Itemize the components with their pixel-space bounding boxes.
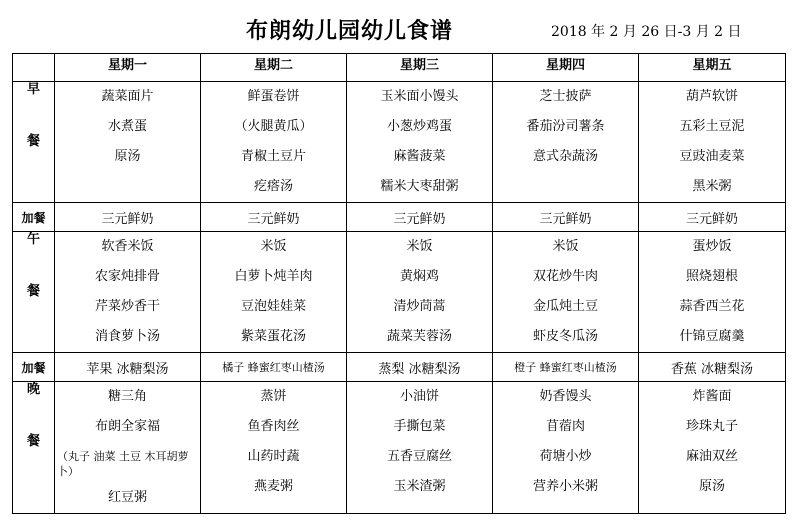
breakfast-wednesday: [347, 82, 493, 203]
dinner-friday: [639, 382, 786, 514]
lunch-wednesday: [347, 232, 493, 353]
menu-item: 糯米大枣甜粥: [380, 179, 459, 194]
menu-item: 原汤: [698, 479, 725, 494]
page-title: 布朗幼儿园幼儿食谱: [246, 18, 454, 44]
day-header-tuesday: 星期二: [201, 54, 347, 82]
menu-item: 米饭: [260, 239, 287, 254]
menu-item: 布朗全家福: [94, 419, 160, 434]
lunch-tuesday: [201, 232, 347, 353]
menu-item: 芹菜炒香干: [94, 299, 160, 314]
lunch-row: [13, 232, 786, 353]
menu-item: （火腿黄瓜）: [234, 119, 313, 134]
menu-item: 原汤: [114, 149, 141, 164]
lunch-thursday: [493, 232, 639, 353]
menu-item: 豆泡娃娃菜: [240, 299, 306, 314]
snack-thursday: 橙子 蜂蜜红枣山楂汤: [493, 353, 639, 382]
menu-item: 红豆粥: [107, 490, 147, 505]
menu-item: 芝士披萨: [539, 89, 592, 104]
breakfast-label: 早 餐: [13, 82, 55, 203]
corner-cell: [13, 54, 55, 82]
menu-item: 小油饼: [399, 389, 439, 404]
menu-item: 豆豉油麦菜: [679, 149, 745, 164]
breakfast-friday: [639, 82, 786, 203]
menu-item: 水煮蛋: [107, 119, 147, 134]
lunch-friday: [639, 232, 786, 353]
menu-item: 消食萝卜汤: [94, 329, 160, 344]
lunch-label: 午 餐: [13, 232, 55, 353]
dinner-label: 晚 餐: [13, 382, 55, 514]
menu-item: 玉米渣粥: [393, 479, 446, 494]
snack-label: 加餐: [13, 203, 55, 232]
snack-monday: 苹果 冰糖梨汤: [55, 353, 201, 382]
snack-monday: 三元鲜奶: [55, 203, 201, 232]
menu-item: 鲜蛋卷饼: [247, 89, 300, 104]
menu-item: 软香米饭: [101, 239, 154, 254]
menu-item: 照烧翅根: [685, 269, 738, 284]
menu-item: 白萝卜炖羊肉: [234, 269, 313, 284]
menu-item: 蔬菜面片: [101, 89, 154, 104]
menu-item: 米饭: [406, 239, 433, 254]
menu-item: 青椒土豆片: [240, 149, 306, 164]
snack-wednesday: 蒸梨 冰糖梨汤: [347, 353, 493, 382]
menu-table: [12, 53, 786, 514]
menu-item: 蔬菜芙蓉汤: [386, 329, 452, 344]
menu-item: 金瓜炖土豆: [532, 299, 598, 314]
menu-item: 黄焖鸡: [399, 269, 439, 284]
menu-item: 珍珠丸子: [685, 419, 738, 434]
menu-item: 葫芦软饼: [685, 89, 738, 104]
day-header-monday: 星期一: [55, 54, 201, 82]
breakfast-monday: [55, 82, 201, 203]
menu-item: 荷塘小炒: [539, 449, 592, 464]
day-header-wednesday: 星期三: [347, 54, 493, 82]
day-header-thursday: 星期四: [493, 54, 639, 82]
menu-item: 番茄汾司薯条: [526, 119, 605, 134]
menu-item: 米饭: [552, 239, 579, 254]
menu-item: 虾皮冬瓜汤: [532, 329, 598, 344]
dinner-wednesday: [347, 382, 493, 514]
menu-item: [493, 172, 638, 202]
menu-item: [55, 172, 200, 202]
dinner-tuesday: [201, 382, 347, 514]
breakfast-tuesday: [201, 82, 347, 203]
menu-item: 紫菜蛋花汤: [240, 329, 306, 344]
menu-item: 疙瘩汤: [253, 179, 293, 194]
menu-item: 农家炖排骨: [94, 269, 160, 284]
menu-item: 双花炒牛肉: [532, 269, 598, 284]
snack-tuesday: 橘子 蜂蜜红枣山楂汤: [201, 353, 347, 382]
menu-item: 营养小米粥: [532, 479, 598, 494]
menu-item: 鱼香肉丝: [247, 419, 300, 434]
menu-item: 山药时蔬: [247, 449, 300, 464]
menu-item: 蒸饼: [260, 389, 287, 404]
breakfast-row: [13, 82, 786, 203]
menu-item: 五香豆腐丝: [386, 449, 452, 464]
menu-item: 蒜香西兰花: [679, 299, 745, 314]
snack-wednesday: 三元鲜奶: [347, 203, 493, 232]
menu-item: 意式杂蔬汤: [532, 149, 598, 164]
menu-item: 燕麦粥: [253, 479, 293, 494]
menu-item: 清炒茼蒿: [393, 299, 446, 314]
breakfast-thursday: [493, 82, 639, 203]
snack-friday: 三元鲜奶: [639, 203, 786, 232]
snack-thursday: 三元鲜奶: [493, 203, 639, 232]
menu-item: 麻油双丝: [685, 449, 738, 464]
snack-label: 加餐: [13, 353, 55, 382]
menu-item: （丸子 油菜 土豆 木耳胡萝卜）: [57, 450, 189, 478]
lunch-monday: [55, 232, 201, 353]
snack-row-morning: [13, 203, 786, 232]
dinner-row: [13, 382, 786, 514]
snack-friday: 香蕉 冰糖梨汤: [639, 353, 786, 382]
menu-item: 玉米面小馒头: [380, 89, 459, 104]
menu-item: 手撕包菜: [393, 419, 446, 434]
menu-item: 蛋炒饭: [692, 239, 732, 254]
date-range: 2018 年 2 月 26 日-3 月 2 日: [551, 24, 742, 40]
header-row: [13, 54, 786, 82]
menu-item: 奶香馒头: [539, 389, 592, 404]
menu-item: 小葱炒鸡蛋: [386, 119, 452, 134]
menu-item: 糖三角: [107, 389, 147, 404]
dinner-thursday: [493, 382, 639, 514]
menu-item: 黑米粥: [692, 179, 732, 194]
menu-item: 炸酱面: [692, 389, 732, 404]
menu-item: 什锦豆腐羹: [679, 329, 745, 344]
day-header-friday: 星期五: [639, 54, 786, 82]
snack-tuesday: 三元鲜奶: [201, 203, 347, 232]
menu-item: 麻酱菠菜: [393, 149, 446, 164]
dinner-monday: [55, 382, 201, 514]
menu-item: 苜蓿肉: [545, 419, 585, 434]
menu-item: 五彩土豆泥: [679, 119, 745, 134]
snack-row-afternoon: [13, 353, 786, 382]
